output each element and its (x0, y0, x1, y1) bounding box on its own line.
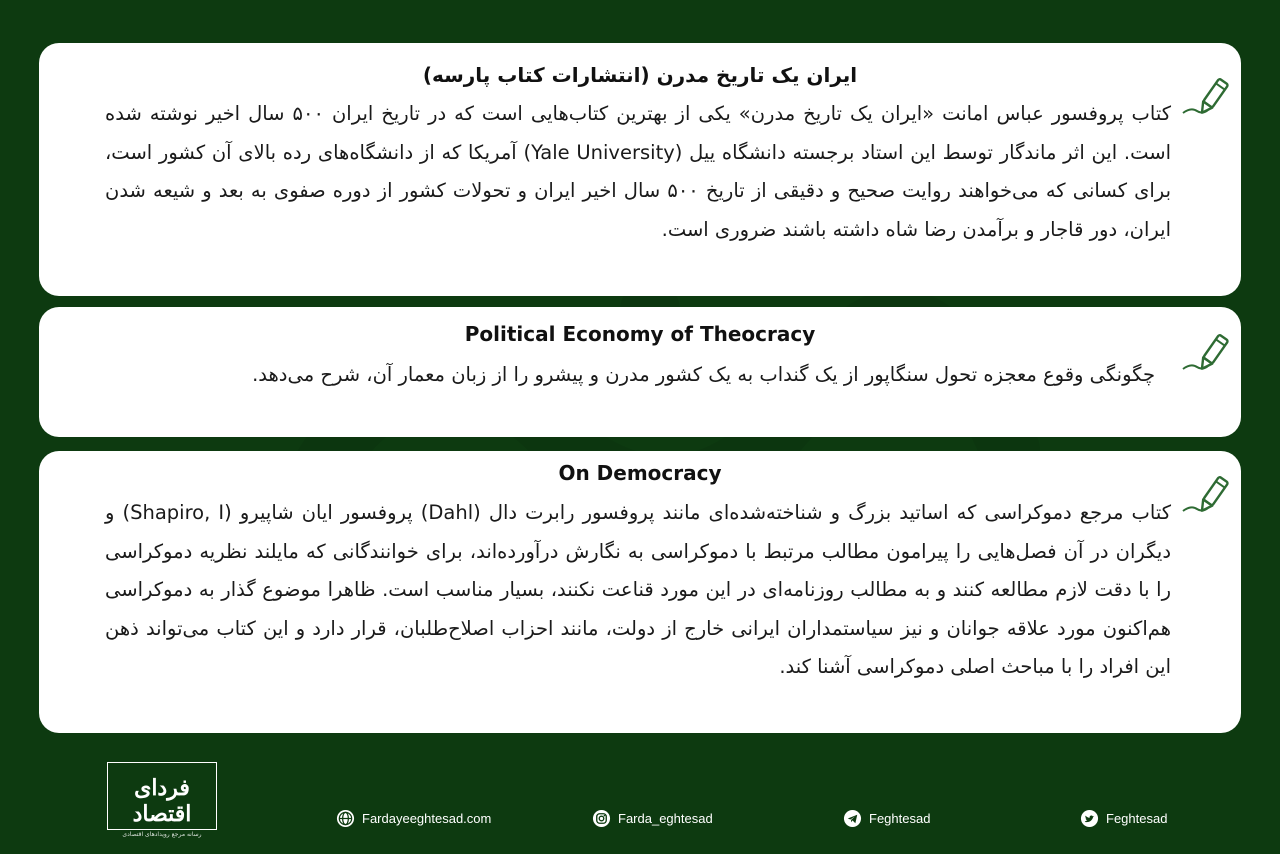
instagram-icon (592, 809, 611, 828)
twitter-icon (1080, 809, 1099, 828)
book-description: چگونگی وقوع معجزه تحول سنگاپور از یک گنداب به یک کشور مدرن و پیشرو را از زبان معمار آن، شرح می‌دهد. (252, 363, 1155, 386)
book-card-on-democracy (39, 451, 1241, 733)
book-description: کتاب پروفسور عباس امانت «ایران یک تاریخ مدرن» یکی از بهترین کتاب‌هایی است که در تاریخ ایران ۵۰۰ سال اخیر نوشته شده است. این اثر ماندگار توسط این استاد برجسته دانشگاه ییل (Yale University) آمریکا که از دانشگاه‌های رده بالای آن کشور است، برای کسانی که می‌خواهند روایت صحیح و دقیقی از تاریخ ۵۰۰ سال اخیر ایران و تحولات کشور از دوره صفوی به بعد و شیعه شدن ایران، دور قاجار و برآمدن رضا شاه داشته باشند ضروری است. (105, 102, 1172, 241)
book-title: ایران یک تاریخ مدرن (انتشارات کتاب پارسه) (422, 63, 858, 87)
social-twitter-link[interactable] (1080, 808, 1167, 828)
book-card-iran-modern-history (39, 43, 1241, 296)
logo-subtitle: رسانه مرجع رویدادهای اقتصادی (122, 831, 202, 838)
logo-text: فردای اقتصاد (132, 775, 192, 827)
globe-icon (336, 809, 355, 828)
pencil-icon (1181, 73, 1233, 117)
book-title: On Democracy (558, 461, 722, 485)
social-twitter-label: Feghtesad (1106, 810, 1168, 826)
pencil-icon (1181, 329, 1233, 373)
pencil-icon (1181, 471, 1233, 515)
book-title: Political Economy of Theocracy (464, 322, 816, 346)
brand-logo[interactable] (107, 762, 217, 838)
book-description: کتاب مرجع دموکراسی که اساتید بزرگ و شناخته‌شده‌ای مانند پروفسور رابرت دال (Dahl) پروفسور ایان شاپیرو (Shapiro, I) و دیگران در آن فصل‌هایی را پیرامون مطالب مرتبط با دموکراسی به نگارش درآورده‌اند، برای خوانندگانی که مایلند نظریه دموکراسی را با دقت لازم مطالعه کنند و به مطالب روزنامه‌ای در این مورد قناعت نکنند، بسیار مناسب است. ظاهرا موضوع گذار به دموکراسی هم‌اکنون مورد علاقه جوانان و نیز سیاستمداران ایرانی خارج از دولت، مانند احزاب اصلاح‌طلبان، قرار دارد و این کتاب می‌تواند ذهن این افراد را با مباحث اصلی دموکراسی آشنا کند. (105, 501, 1171, 678)
social-website-label: Fardayeeghtesad.com (362, 810, 492, 826)
social-website-link[interactable] (336, 808, 491, 828)
telegram-icon (843, 809, 862, 828)
social-telegram-link[interactable] (843, 808, 930, 828)
social-instagram-label: Farda_eghtesad (618, 810, 713, 826)
social-telegram-label: Feghtesad (869, 810, 931, 826)
book-card-political-economy (39, 307, 1241, 437)
social-instagram-link[interactable] (592, 808, 713, 828)
